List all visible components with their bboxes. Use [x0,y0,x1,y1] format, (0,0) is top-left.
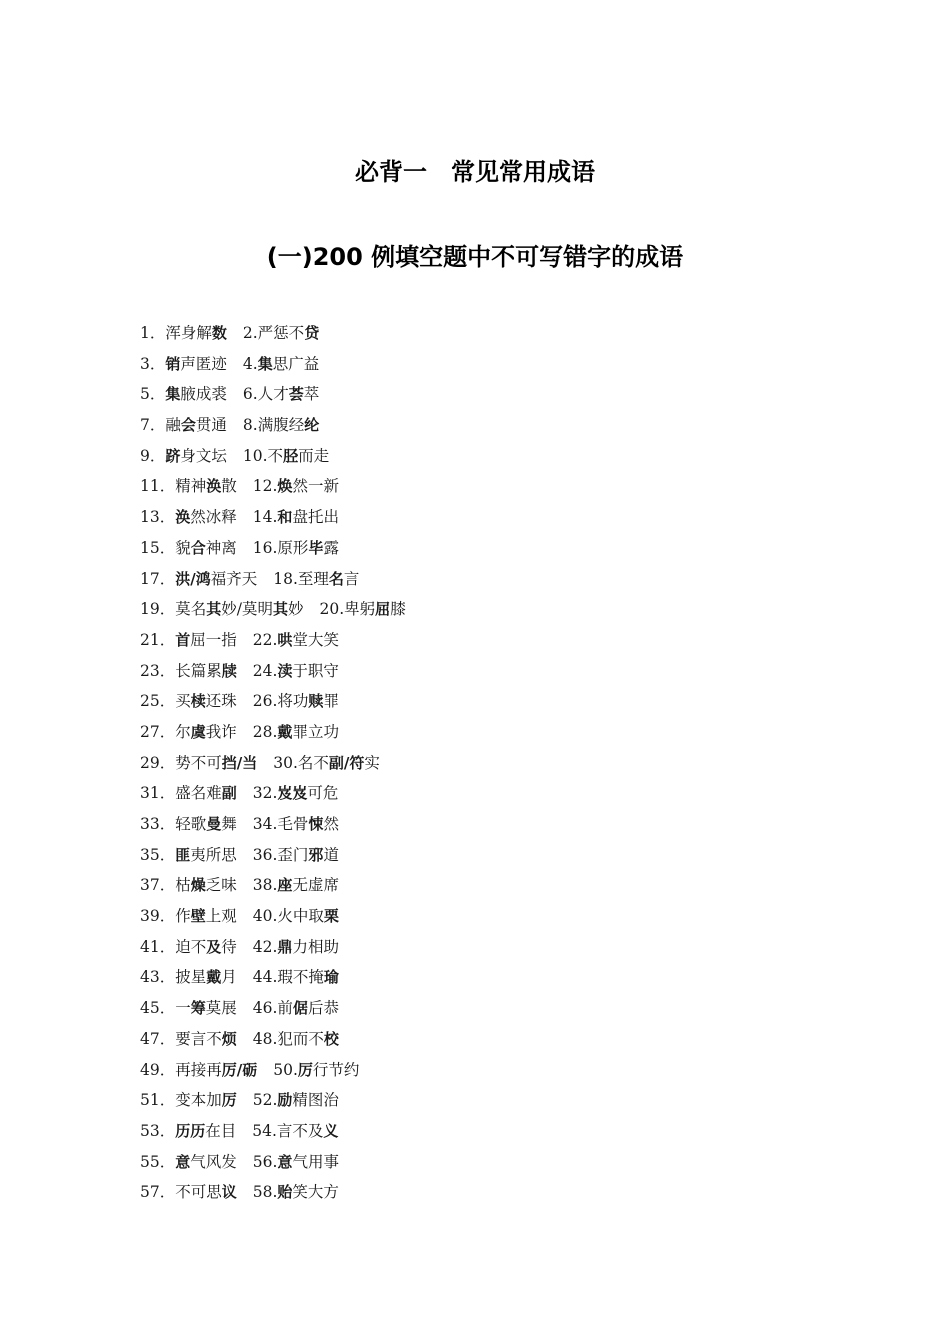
idiom-text: 夷所思 [190,845,237,864]
key-character: 贷 [304,324,320,342]
idiom-text: 罪立功 [292,722,339,741]
idiom-row [140,533,840,564]
key-character: 匪 [175,845,191,864]
idiom-left [140,385,227,403]
section-title: (一)200 例填空题中不可写错字的成语 [266,243,684,271]
key-character: 首 [175,630,191,649]
idiom-text: 46.前 [252,999,293,1018]
idiom-text: 55． [140,1152,176,1171]
key-character: 鼎 [277,937,293,956]
idiom-text: 25．买 [140,692,191,711]
idiom-left [140,570,257,588]
idiom-text: 21． [140,630,176,649]
idiom-row [140,441,840,472]
idiom-text: 27．尔 [140,722,191,741]
idiom-left [140,508,237,526]
idiom-row [140,1024,840,1055]
idiom-text: 声匿迹 [180,354,227,373]
key-character: 屈 [375,600,391,619]
idiom-left [140,539,237,557]
idiom-text: 散 [221,477,237,496]
key-character: 励 [277,1091,293,1110]
idiom-right [253,1153,339,1171]
idiom-text: 无虚席 [292,876,339,895]
idiom-left [140,999,237,1017]
idiom-right [320,600,406,618]
idiom-text: 待 [221,937,237,956]
idiom-left [140,1091,237,1109]
idiom-text: 7．融 [140,416,181,435]
key-character: 挡/当 [221,753,258,772]
idiom-text: 在目 [205,1121,237,1140]
idiom-left [140,1153,237,1171]
idiom-text: 58. [252,1183,278,1202]
idiom-right [253,508,339,526]
key-character: 焕 [277,477,293,496]
page-title: 必背一 常见常用成语 [355,158,595,186]
idiom-text: 然一新 [292,477,339,496]
idiom-row [140,901,840,932]
key-character: 荟 [288,385,304,404]
idiom-text: 30.名不 [273,753,329,772]
key-character: 洪/鸿 [175,569,211,588]
idiom-left [140,692,237,710]
key-character: 座 [277,876,293,895]
idiom-text: 16.原形 [252,538,309,557]
key-character: 筹 [190,999,206,1018]
idiom-text: 48.犯而不 [252,1029,324,1048]
idiom-text: 45．一 [140,999,191,1018]
idiom-text: 5． [140,385,166,404]
idiom-right [253,662,339,680]
idiom-text: 50. [273,1060,298,1079]
idiom-text: 妙/莫明 [221,600,273,619]
idiom-left [140,662,237,680]
key-character: 副/符 [328,753,365,772]
idiom-text: 11．精神 [140,477,207,496]
key-character: 胫 [283,446,299,465]
idiom-left [140,355,227,373]
idiom-text: 罪 [323,692,339,711]
idiom-text: 53． [140,1121,176,1140]
idiom-text: 33．轻歌 [140,815,207,833]
key-character: 其 [206,600,222,619]
idiom-row [140,932,840,963]
idiom-left [140,754,257,772]
idiom-text: 堂大笑 [292,630,339,649]
key-character: 壁 [190,907,206,926]
key-character: 椟 [190,692,206,711]
idiom-text: 51．变本加 [140,1091,222,1110]
idiom-right [253,968,339,986]
idiom-row [140,1055,840,1086]
idiom-text: 舞 [221,815,237,833]
idiom-text: 1．浑身解 [140,324,212,342]
idiom-text: 20.卑躬 [319,600,376,619]
idiom-row [140,1177,840,1208]
idiom-row [140,502,840,533]
key-character: 虞 [190,722,206,741]
idiom-right [253,907,339,925]
idiom-text: 言 [343,569,360,588]
idiom-left [140,938,237,956]
idiom-text: 屈一指 [190,630,237,649]
key-character: 栗 [323,907,339,926]
idiom-text: 我诈 [205,722,237,741]
idiom-text: 17． [140,569,176,588]
key-character: 倨 [292,999,308,1018]
idiom-text: 萃 [303,385,320,404]
idiom-row [140,349,840,380]
idiom-left [140,631,237,649]
idiom-left [140,447,227,465]
idiom-left [140,723,237,741]
key-character: 厉 [297,1060,313,1079]
idiom-left [140,477,237,495]
idiom-text: 18.至理 [273,569,329,588]
idiom-text: 54.言不及 [252,1121,324,1140]
idiom-text: 还珠 [205,692,237,711]
idiom-text: 贯通 [195,416,227,435]
idiom-text: 精图治 [292,1091,339,1110]
idiom-right [253,692,339,710]
idiom-text: 膝 [390,600,406,619]
idiom-right [273,570,359,588]
idiom-text: 44.瑕不掩 [252,968,324,987]
idiom-text: 力相助 [292,937,339,956]
idiom-text: 41．迫不 [140,937,207,956]
idiom-right [253,1091,339,1109]
idiom-row [140,379,840,410]
idiom-row [140,686,840,717]
key-character: 厉/砺 [221,1060,258,1079]
key-character: 涣 [175,508,191,527]
idiom-text: 39．作 [140,907,191,926]
key-character: 戴 [277,722,293,741]
key-character: 涣 [206,477,222,496]
key-character: 校 [323,1029,339,1048]
idiom-right [243,385,319,403]
key-character: 数 [211,324,227,342]
idiom-right [243,324,319,342]
idiom-text: 43．披星 [140,968,207,987]
key-character: 集 [165,385,181,404]
idiom-left [140,1061,257,1079]
key-character: 悚 [308,815,324,833]
idiom-text: 神离 [205,538,237,557]
idiom-text: 实 [364,753,380,772]
idiom-text: 22. [252,630,278,649]
idiom-text: 福齐天 [210,569,258,588]
idiom-text: 26.将功 [252,692,309,711]
idiom-text: 然冰释 [190,508,237,527]
idiom-right [243,447,329,465]
idiom-row [140,594,840,625]
idiom-right [243,416,319,434]
idiom-text: 40.火中取 [252,907,324,926]
idiom-left [140,324,227,342]
idiom-right [253,938,339,956]
idiom-text: 56. [252,1152,278,1171]
key-character: 合 [190,538,206,557]
idiom-row [140,809,840,840]
idiom-text: 9． [140,446,166,465]
idiom-row [140,564,840,595]
key-character: 和 [277,508,293,527]
idiom-text: 36.歪门 [252,845,309,864]
idiom-left [140,846,237,864]
idiom-text: 14. [252,508,278,527]
idiom-text: 道 [323,845,339,864]
idiom-row [140,717,840,748]
key-character: 副 [221,784,237,803]
idiom-text: 可危 [307,784,339,803]
idiom-text: 29．势不可 [140,753,222,772]
idiom-text: 莫展 [205,999,237,1018]
idiom-right [253,999,339,1017]
idiom-text: 行节约 [312,1060,360,1079]
key-character: 纶 [304,416,320,435]
idiom-text: 腋成裘 [180,385,227,404]
idiom-text: 24. [252,661,278,680]
idiom-right [253,876,339,894]
key-character: 名 [328,569,344,588]
idiom-text: 28. [252,722,278,741]
key-character: 其 [272,600,288,619]
idiom-row [140,318,840,349]
key-character: 议 [221,1183,237,1202]
key-character: 销 [165,354,181,373]
idiom-text: 妙 [288,600,304,619]
key-character: 历历 [175,1121,206,1140]
idiom-row [140,625,840,656]
key-character: 岌岌 [277,784,308,803]
key-character: 烦 [221,1029,237,1048]
key-character: 厉 [221,1091,237,1110]
idiom-text: 而走 [298,446,330,465]
idiom-text: 47．要言不 [140,1029,222,1048]
key-character: 邪 [308,845,324,864]
idiom-list [140,318,840,1208]
idiom-text: 34.毛骨 [252,815,309,833]
key-character: 燥 [190,876,206,895]
idiom-right [253,477,339,495]
key-character: 意 [277,1152,293,1171]
idiom-text: 3． [140,354,166,373]
idiom-text: 乏味 [205,876,237,895]
idiom-text: 13． [140,508,176,527]
idiom-right [253,846,339,864]
idiom-row [140,962,840,993]
idiom-text: 10.不 [242,446,284,465]
idiom-row [140,993,840,1024]
idiom-text: 19．莫名 [140,600,207,619]
idiom-text: 盘托出 [292,508,339,527]
idiom-text: 上观 [205,907,237,926]
idiom-left [140,907,237,925]
idiom-text: 2.严惩不 [242,324,305,342]
key-character: 牍 [221,661,237,680]
key-character: 意 [175,1152,191,1171]
idiom-text: 35． [140,845,176,864]
key-character: 瑜 [323,968,339,987]
idiom-right [273,1061,359,1079]
idiom-text: 思广益 [272,354,320,373]
idiom-text: 8.满腹经 [242,416,305,435]
idiom-left [140,1183,237,1201]
idiom-right [253,1183,339,1201]
idiom-left [140,876,237,894]
key-character: 集 [257,354,273,373]
idiom-right [273,754,380,772]
idiom-row [140,870,840,901]
idiom-text: 15．貌 [140,538,191,557]
idiom-text: 52. [252,1091,278,1110]
idiom-left [140,416,227,434]
idiom-row [140,778,840,809]
key-character: 跻 [165,446,181,465]
idiom-row [140,656,840,687]
idiom-text: 12. [252,477,278,496]
idiom-right [253,539,339,557]
idiom-row [140,410,840,441]
key-character: 会 [180,416,196,435]
idiom-text: 身文坛 [180,446,227,465]
idiom-text: 然 [323,815,339,833]
idiom-text: 42. [252,937,278,956]
idiom-text: 31．盛名难 [140,784,222,803]
idiom-row [140,471,840,502]
idiom-text: 露 [323,538,339,557]
idiom-row [140,1085,840,1116]
idiom-text: 57．不可思 [140,1183,222,1202]
idiom-text: 38. [252,876,278,895]
idiom-text: 37．枯 [140,876,191,895]
idiom-right [243,355,319,373]
idiom-text: 气风发 [190,1152,237,1171]
idiom-text: 49．再接再 [140,1060,222,1079]
idiom-row [140,748,840,779]
idiom-right [253,631,339,649]
idiom-text: 月 [221,968,237,987]
idiom-row [140,1116,840,1147]
idiom-text: 32. [252,784,278,803]
key-character: 及 [206,937,222,956]
key-character: 曼 [206,815,222,833]
idiom-right [253,815,339,833]
key-character: 哄 [277,630,293,649]
idiom-right [253,723,339,741]
idiom-text: 6.人才 [242,385,289,404]
key-character: 渎 [277,661,293,680]
idiom-right [253,1030,339,1048]
idiom-left [140,815,237,833]
key-character: 毕 [308,538,324,557]
idiom-left [140,1030,237,1048]
idiom-text: 4. [242,354,258,373]
idiom-text: 23．长篇累 [140,661,222,680]
idiom-text: 气用事 [292,1152,339,1171]
idiom-right [253,784,339,802]
idiom-left [140,968,237,986]
idiom-text: 后恭 [307,999,339,1018]
idiom-row [140,840,840,871]
key-character: 义 [323,1121,339,1140]
key-character: 戴 [206,968,222,987]
idiom-text: 笑大方 [292,1183,339,1202]
idiom-left [140,1122,236,1140]
idiom-right [252,1122,338,1140]
idiom-left [140,600,304,618]
idiom-left [140,784,237,802]
idiom-text: 于职守 [292,661,339,680]
idiom-row [140,1147,840,1178]
key-character: 贻 [277,1183,293,1202]
key-character: 赎 [308,692,324,711]
